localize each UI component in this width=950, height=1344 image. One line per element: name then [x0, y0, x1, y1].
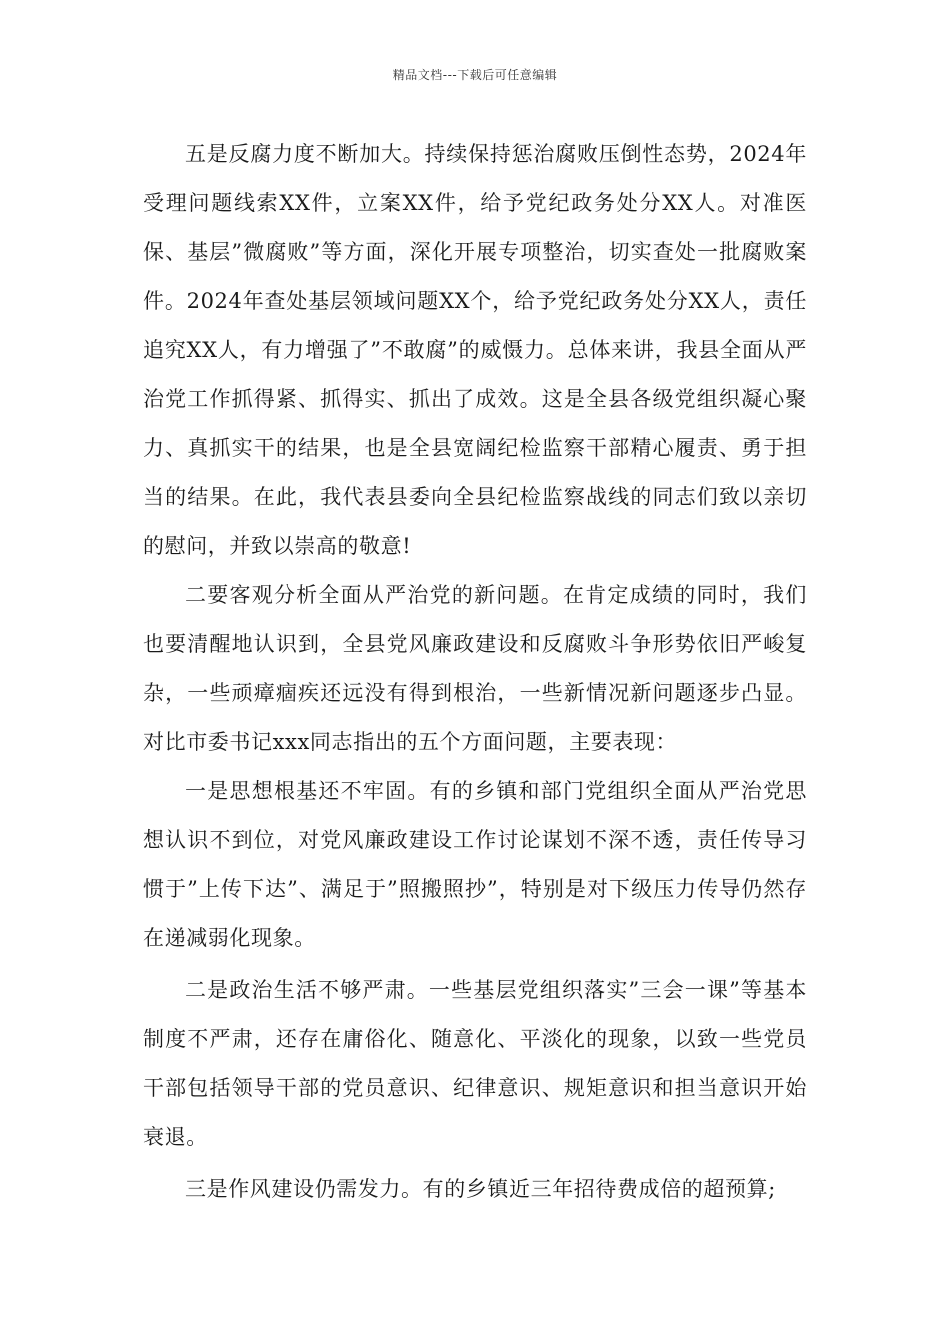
- page-header: 精品文档---下载后可任意编辑: [392, 68, 558, 82]
- paragraph-ideology: 一是思想根基还不牢固。有的乡镇和部门党组织全面从严治党思想认识不到位，对党风廉政建设工作讨论谋划不深不透，责任传导习惯于”上传下达”、满足于”照搬照抄”，特别是对下级压力传导仍然存在递减弱化现象。: [143, 779, 807, 950]
- paragraph-work-style: 三是作风建设仍需发力。有的乡镇近三年招待费成倍的超预算;: [185, 1177, 776, 1201]
- document-body: [143, 130, 807, 1214]
- paragraph-anticorruption: 五是反腐力度不断加大。持续保持惩治腐败压倒性态势，2024年受理问题线索XX件，立案XX件，给予党纪政务处分XX人。对准医保、基层”微腐败”等方面，深化开展专项整治，切实查处一批腐败案件。2024年查处基层领域问题XX个，给予党纪政务处分XX人，责任追究XX人，有力增强了”不敢腐”的威慑力。总体来讲，我县全面从严治党工作抓得紧、抓得实、抓出了成效。这是全县各级党组织凝心聚力、真抓实干的结果，也是全县宽阔纪检监察干部精心履责、勇于担当的结果。在此，我代表县委向全县纪检监察战线的同志们致以亲切的慰问，并致以崇高的敬意!: [143, 142, 807, 558]
- paragraph-new-problems: 二要客观分析全面从严治党的新问题。在肯定成绩的同时，我们也要清醒地认识到，全县党风廉政建设和反腐败斗争形势依旧严峻复杂，一些顽瘴痼疾还远没有得到根治，一些新情况新问题逐步凸显。对比市委书记xxx同志指出的五个方面问题，主要表现：: [143, 583, 807, 754]
- paragraph-political-life: 二是政治生活不够严肃。一些基层党组织落实”三会一课”等基本制度不严肃，还存在庸俗化、随意化、平淡化的现象，以致一些党员干部包括领导干部的党员意识、纪律意识、规矩意识和担当意识开始衰退。: [143, 978, 807, 1149]
